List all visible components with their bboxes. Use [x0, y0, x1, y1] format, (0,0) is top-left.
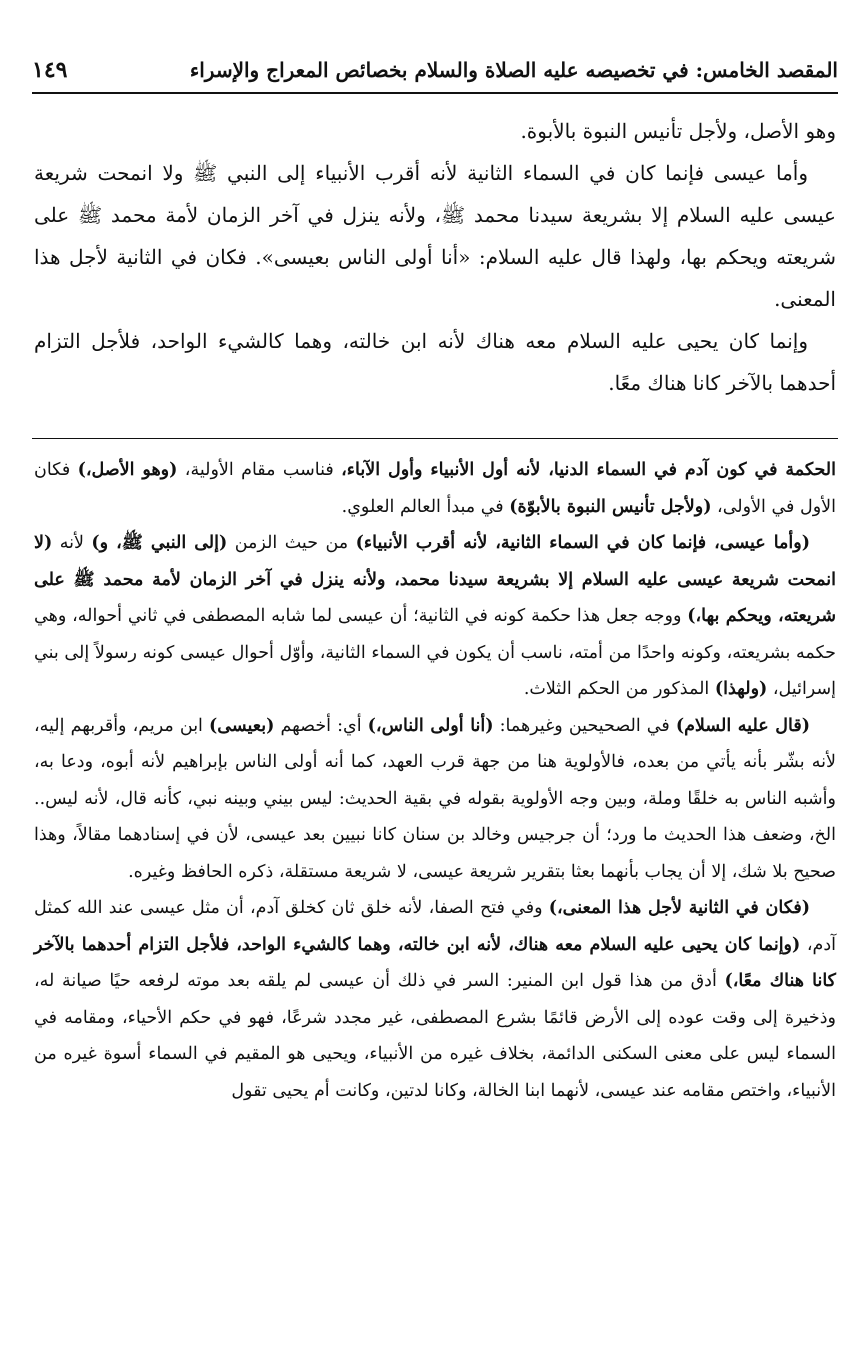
header-rule [32, 92, 838, 94]
commentary-text-run: من حيث الزمن [227, 533, 356, 553]
main-text [34, 110, 836, 404]
bold-quoted-text: (لا انمحت شريعة عيسى عليه السلام إلا بشريعة سيدنا محمد، ولأنه ينزل في آخر الزمان لأمة محمد ﷺ على شريعته، ويحكم بها،) [34, 533, 837, 626]
commentary-paragraph [34, 890, 836, 1109]
commentary-text-run: في مبدأ العالم العلوي. [341, 496, 510, 517]
main-paragraph: وهو الأصل، ولأجل تأنيس النبوة بالأبوة. [520, 119, 836, 143]
bold-quoted-text: (قال عليه السلام) [675, 715, 810, 736]
running-title: المقصد الخامس: في تخصيصه عليه الصلاة والسلام بخصائص المعراج والإسراء [189, 58, 838, 82]
main-paragraph: وأما عيسى فإنما كان في السماء الثانية لأنه أقرب الأنبياء إلى النبي ﷺ ولا انمحت شريعة عيسى عليه السلام إلا بشريعة سيدنا محمد ﷺ، ولأنه ينزل في آخر الزمان لأمة محمد ﷺ على شريعته ويحكم بها، ولهذا قال عليه السلام: «أنا أولى الناس بعيسى». فكان في الثانية لأجل هذا المعنى. [34, 161, 836, 311]
page-number: ١٤٩ [32, 57, 68, 83]
bold-quoted-text: الحكمة في كون آدم في السماء الدنيا، لأنه أول الأنبياء وأول الآباء، [341, 460, 837, 480]
commentary-text [34, 452, 836, 1109]
bold-quoted-text: (بعيسى) [209, 715, 275, 736]
page-header [32, 50, 838, 90]
bold-quoted-text: (ولهذا) [714, 679, 768, 699]
commentary-text-run: فكان الأول في الأولى، [34, 460, 836, 517]
footnote-separator [32, 438, 838, 439]
commentary-text-run: ووجه جعل هذا حكمة كونه في الثانية؛ أن عيسى لما شابه المصطفى في ثاني أحواله، وهي حكمه بشريعته، وكونه واحدًا من أمته، ناسب أن يكون في السماء الثانية، وأوّل أحوال عيسى كونه رسولاً إلى بني إسرائيل، [34, 606, 836, 699]
commentary-text-run: فناسب مقام الأولية، [177, 460, 342, 480]
commentary-text-run: أدق من هذا قول ابن المنير: السر في ذلك أن عيسى لم يلقه بعد موته لرفعه حيًا صيانة له، وذخيرة إلى وقت عوده إلى الأرض قائمًا بشرع المصطفى، غير مجدد شرعًا، فهو في حكم الأحياء، ومقامه في السماء ليس على معنى السكنى الدائمة، بخلاف غيره من الأنبياء، ويحيى هو المقيم في السماء أسوة غيره من الأنبياء، واختص مقامه عند عيسى، لأنهما ابنا الخالة، وكانا لدتين، وكانت أم يحيى تقول [34, 971, 836, 1101]
bold-quoted-text: (إلى النبي ﷺ، و) [91, 533, 228, 553]
commentary-paragraph [34, 708, 836, 891]
commentary-paragraph [34, 525, 836, 708]
bold-quoted-text: (ولأجل تأنيس النبوة بالأبوّة) [509, 496, 712, 517]
bold-quoted-text: (أنا أولى الناس،) [367, 715, 494, 736]
commentary-text-run: لأنه [52, 533, 92, 553]
commentary-text-run: أي: أخصهم [274, 715, 368, 736]
bold-quoted-text: (فكان في الثانية لأجل هذا المعنى،) [548, 898, 810, 918]
bold-quoted-text: (وأما عيسى، فإنما كان في السماء الثانية، لأنه أقرب الأنبياء) [355, 533, 810, 553]
commentary-text-run: وفي فتح الصفا، لأنه خلق ثان كخلق آدم، أن مثل عيسى عند الله كمثل آدم، [34, 898, 836, 955]
commentary-text-run: في الصحيحين وغيرهما: [493, 715, 676, 736]
commentary-paragraph [34, 452, 836, 525]
bold-quoted-text: (وإنما كان يحيى عليه السلام معه هناك، لأنه ابن خالته، وهما كالشيء الواحد، فلأجل التزام أحدهما بالآخر كانا هناك معًا،) [34, 934, 836, 991]
bold-quoted-text: (وهو الأصل،) [77, 460, 178, 480]
commentary-text-run: المذكور من الحكم الثلاث. [523, 679, 715, 699]
commentary-text-run: ابن مريم، وأقربهم إليه، لأنه بشّر بأنه يأتي من بعده، فالأولوية هنا من جهة قرب العهد، كما أنه أولى الناس بإبراهيم لأنه أبوه، ودعا به، وأشبه الناس به خلقًا وملة، وبين وجه الأولوية بقوله في بقية الحديث: ليس بيني وبينه نبي، كأنه قال، لأنه ليس.. الخ، وضعف هذا الحديث ما ورد؛ أن جرجيس وخالد بن سنان كانا نبيين بعد عيسى، لأن في إسنادهما مقالاً، وهذا صحيح بلا شك، إلا أن يجاب بأنهما بعثا بتقرير شريعة عيسى، لا شريعة مستقلة، ذكره الحافظ وغيره. [34, 715, 836, 882]
main-paragraph: وإنما كان يحيى عليه السلام معه هناك لأنه ابن خالته، وهما كالشيء الواحد، فلأجل التزام أحدهما بالآخر كانا هناك معًا. [34, 329, 836, 395]
